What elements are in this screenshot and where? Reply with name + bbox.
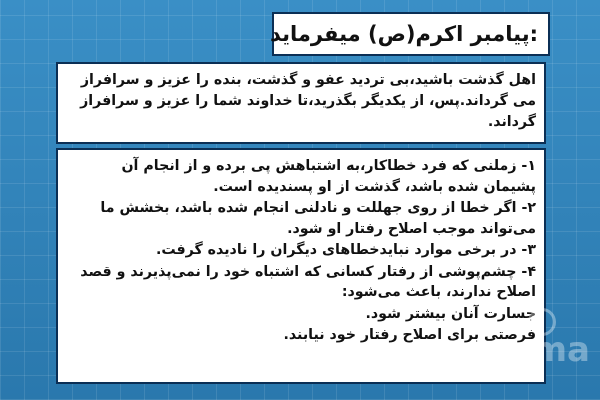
point-item: ۳- در برخی موارد نبایدخطاهای دیگران را نادیده گرفت. — [155, 242, 536, 258]
page-title: :پیامبر اکرم(ص) میفرماید — [270, 22, 538, 46]
title-box — [272, 12, 550, 56]
points-box — [56, 148, 546, 384]
point-item: ۱- زملنی که فرد خطاکار،به اشتباهش پی برده و از انجام آن پشیمان شده باشد، گذشت از او پسندیده است. — [121, 158, 536, 195]
intro-text: اهل گذشت باشید،بی تردید عفو و گذشت، بنده را عزیز و سرافراز می گرداند.پس، از یکدیگر بگذرید،تا خداوند شما را عزیز و سرافراز گرداند. — [80, 72, 536, 130]
intro-box — [56, 62, 546, 144]
point-item: ۴- چشم‌پوشی از رفتار کسانی که اشتباه خود را نمی‌پذیرند و قصد اصلاح ندارند، باعث می‌شود: — [80, 263, 536, 300]
consequence-item: جسارت آنان بیشتر شود. — [365, 305, 536, 322]
point-item: ۲- اگر خطا از روی جهللت و نادلنی انجام شده باشد، بخشش ما می‌تواند موجب اصلاح رفتار او شود. — [100, 200, 536, 237]
consequence-item: فرصتی برای اصلاح رفتار خود نیابند. — [283, 327, 536, 343]
watermark: oma — [508, 330, 590, 370]
